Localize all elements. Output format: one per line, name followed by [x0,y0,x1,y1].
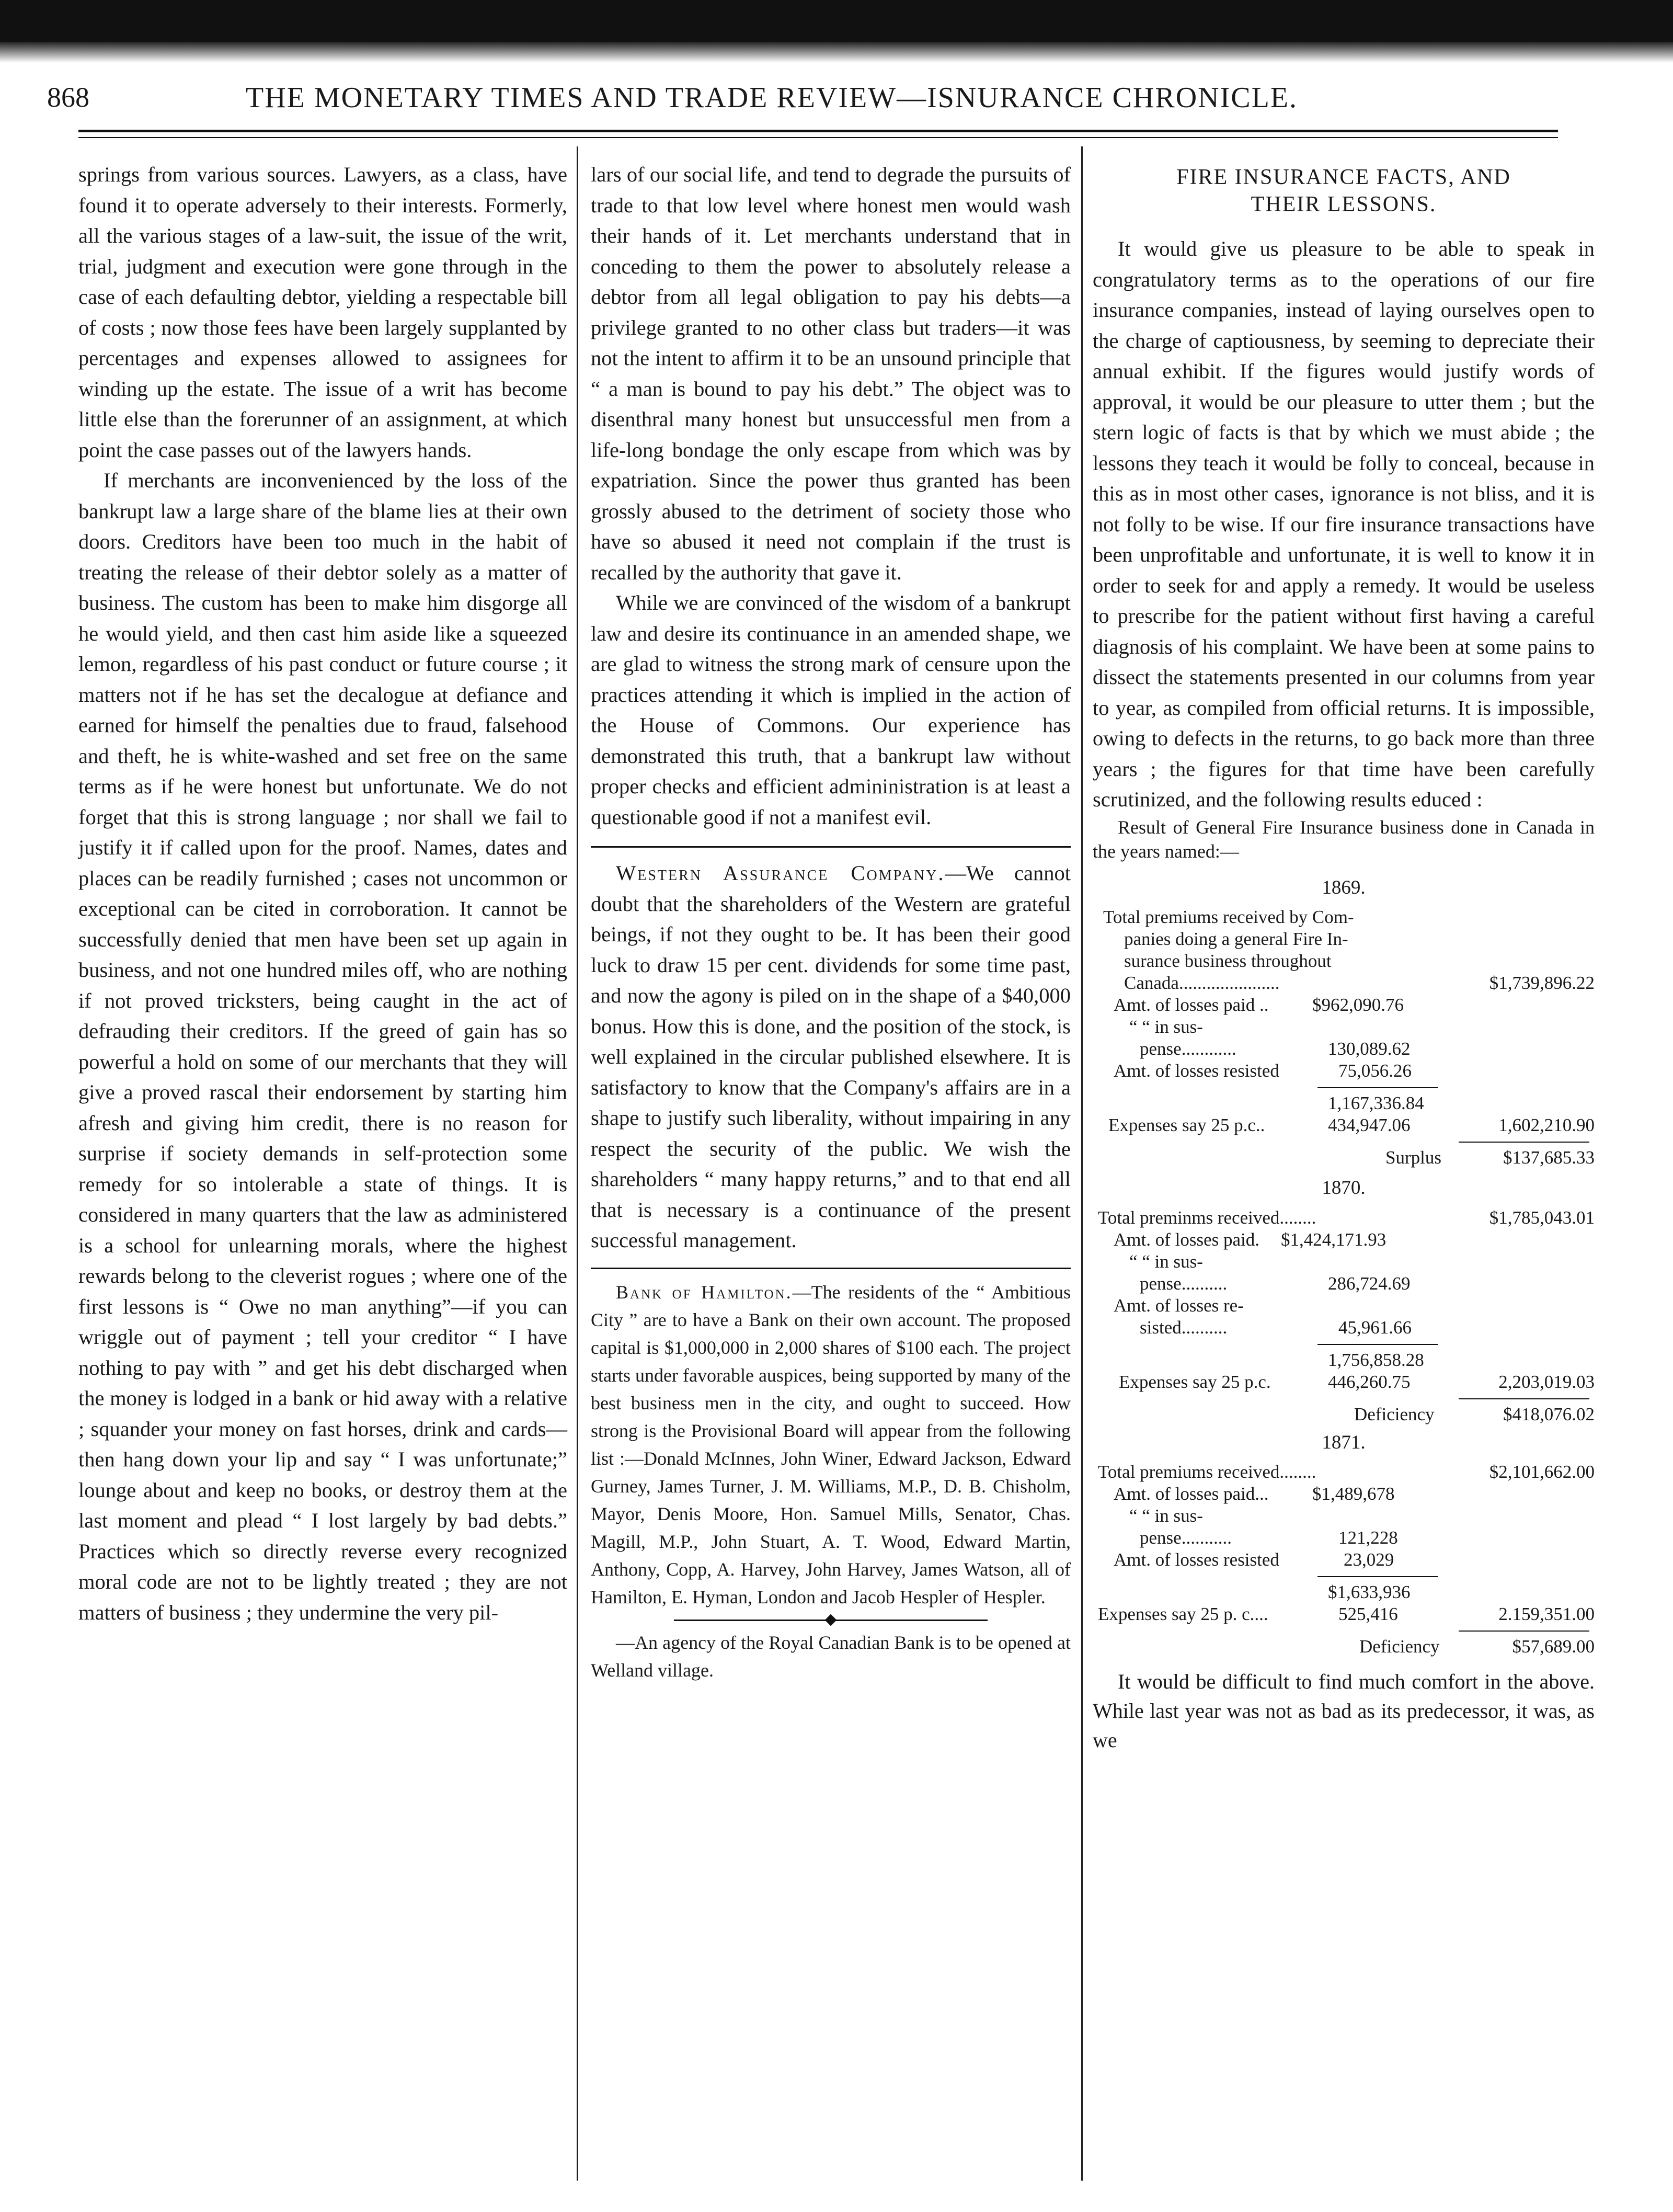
article-title-line1: FIRE INSURANCE FACTS, AND [1176,165,1511,189]
expenses-value: 446,260.75 [1328,1371,1411,1392]
premiums-label: Total preminms received........ [1098,1207,1316,1228]
western-assurance-article [591,858,1071,1256]
col1-paragraph: springs from various sources. Lawyers, as a class, have found it to operate adversely to their interests. Formerly, all the various stages of a law-suit, the issue of the writ, trial, judgment and execution were gone through in the case of each defaulting debtor, yielding a respectable bill of costs ; now those fees have been largely supplanted by percentages and expenses allowed to assignees for winding up the estate. The issue of a writ has become little else than the forerunner of an assignment, at which point the case passes out of the lawyers hands. [78,163,567,462]
col2-paragraph: lars of our social life, and tend to degrade the pursuits of trade to that low level where honest men would wash their hands of it. Let merchants understand that in conceding to them the power to absolutely release a debtor from all legal obligation to pay his debts—a privilege granted to no other class but traders—it was not the intent to affirm it to be an unsound principle that “ a man is bound to pay his debt.” The object was to disenthral many honest but unsuccessful men from a life-long bondage the only escape from which was by expatriation. Since the power thus granted has been grossly abused to the detriment of society those who have so abused it need not complain if the trust is recalled by the authority that gave it. [591,163,1071,584]
western-text: —We cannot doubt that the shareholders of the Western are grateful beings, if not they ought to be. It has been their good luck to draw 15 per cent. dividends for some time past, and now the agony is piled on in the shape of a $40,000 bonus. How this is done, and the position of the stock, is well explained in the circular published elsewhere. It is satisfactory to know that the Company's affairs are in a shape to justify such liberality, without impairing in any respect the security of the public. We wish the shareholders “ many happy returns,” and to that end all that is necessary is a continuance of the present successful management. [591,861,1071,1252]
scan-top-shadow [0,42,1673,63]
result-value: $418,076.02 [1503,1404,1595,1424]
losses-resisted-label: Amt. of losses resisted [1114,1061,1279,1081]
table-caption: Result of General Fire Insurance business done in Canada in the years named:— [1093,816,1595,862]
column-2 [591,159,1071,1684]
losses-resisted-label: Amt. of losses re- [1114,1295,1244,1316]
expenses-value: 434,947.06 [1328,1115,1411,1135]
losses-resisted-value: 45,961.66 [1338,1317,1412,1338]
ornamental-divider [674,1613,988,1627]
suspense-value: 121,228 [1338,1527,1398,1548]
losses-paid-value: $962,090.76 [1312,995,1404,1015]
bank-of-hamilton-article [591,1279,1071,1611]
losses-resisted-value: 23,029 [1344,1549,1394,1570]
running-title: THE MONETARY TIMES AND TRADE REVIEW—ISNURANCE CHRONICLE. [246,82,1298,114]
losses-paid-value: $1,489,678 [1312,1484,1395,1504]
closing-text [1093,1667,1595,1755]
premiums-label: surance business throughout [1124,951,1332,971]
suspense-label: “ “ in sus- [1129,1017,1203,1037]
losses-paid-label: Amt. of losses paid .. [1114,995,1269,1015]
losses-resisted-label: Amt. of losses resisted [1114,1549,1279,1570]
year-label: 1871. [1322,1431,1366,1453]
agency-note: —An agency of the Royal Canadian Bank is to be opened at Welland village. [591,1632,1071,1681]
suspense-label: pense............ [1140,1039,1236,1059]
outgoings-total: 2.159,351.00 [1498,1604,1595,1624]
premiums-value: $1,739,896.22 [1489,973,1595,993]
col2-paragraph: While we are convinced of the wisdom of a bankrupt law and desire its continuance in an amended shape, we are glad to witness the strong mark of censure upon the practices attending it which is implied in the action of the House of Commons. Our experience has demonstrated this truth, that a bankrupt law without proper checks and efficient admininistration is at least a questionable good if not a manifest evil. [591,591,1071,829]
western-heading: Western Assurance Company. [616,861,945,885]
result-value: $57,689.00 [1512,1636,1595,1657]
losses-paid-value: $1,424,171.93 [1281,1229,1386,1250]
column-1 [78,159,567,1628]
losses-paid-label: Amt. of losses paid... [1114,1484,1269,1504]
losses-resisted-value: 75,056.26 [1338,1061,1412,1081]
col1-paragraph: If merchants are inconvenienced by the loss of the bankrupt law a large share of the blame lies at their own doors. Creditors have been too much in the habit of treating the release of their debtor solely as a matter of business. The custom has been to make him disgorge all he would yield, and then cast him aside like a squeezed lemon, regardless of his past conduct or future course ; it matters not if he has set the decalogue at defiance and earned for himself the penalties due to fraud, falsehood and theft, he is white-washed and set free on the same terms as if he were honest but unfortunate. We do not forget that this is strong language ; nor shall we fail to justify it if called upon for the proof. Names, dates and places can be readily furnished ; cases not uncommon or exceptional can be cited in corroboration. It cannot be successfully denied that men have been set up again in business, and not one hundred miles off, who are nothing if not proved tricksters, being caught in the act of defrauding their creditors. If the greed of gain has so powerful a hold on some of our merchants that they will give a proved rascal their endorsement by starting him afresh and giving him credit, there is no reason for surprise if society demands in self-protection some remedy for so intolerable a state of things. It is considered in many quarters that the law as administered is a school for unlearning morals, where the highest rewards belong to the cleverist rogues ; where one of the first lessons is “ Owe no man anything”—if you can wriggle out of payment ; tell your creditor “ I have nothing to pay with ” and get his debt discharged when the money is lodged in a bank or hid away with a relative ; squander your money on fast horses, drink and cards—then hang down your lip and say “ I was unfortunate;” lounge about and keep no books, or destroy them at the last moment and plead “ I lost largely by bad debts.” Practices which so directly reverse every recognized moral code are not to be lightly treated ; they are not matters of business ; they undermine the very pil- [78,469,567,1624]
outgoings-total: 1,602,210.90 [1498,1115,1595,1135]
losses-subtotal: 1,167,336.84 [1328,1093,1424,1113]
expenses-label: Expenses say 25 p.c. [1119,1371,1271,1392]
expenses-value: 525,416 [1338,1604,1398,1624]
premiums-label: Total premiums received by Com- [1103,907,1354,927]
year-label: 1869. [1322,876,1366,898]
expenses-label: Expenses say 25 p.c.. [1108,1115,1265,1135]
losses-paid-label: Amt. of losses paid. [1114,1229,1260,1250]
premiums-label: panies doing a general Fire In- [1124,929,1348,949]
expenses-label: Expenses say 25 p. c.... [1098,1604,1268,1624]
losses-subtotal: $1,633,936 [1328,1582,1411,1602]
scan-top-border [0,0,1673,42]
article-title-line2: THEIR LESSONS. [1251,192,1437,216]
closing-paragraph: It would be difficult to find much comfort in the above. While last year was not as bad as its predecessor, it was, as we [1093,1670,1595,1752]
result-value: $137,685.33 [1503,1147,1595,1168]
premiums-label: Total premiums received........ [1098,1462,1316,1482]
results-1869 [1093,873,1595,1169]
year-label: 1870. [1322,1177,1366,1199]
column-3 [1093,159,1595,1755]
suspense-value: 286,724.69 [1328,1273,1411,1294]
suspense-label: “ “ in sus- [1129,1251,1203,1272]
page-header [47,81,1563,123]
premiums-value: $1,785,043.01 [1489,1207,1595,1228]
page-number: 868 [47,82,89,113]
premiums-value: $2,101,662.00 [1489,1462,1595,1482]
article-title [1093,164,1595,218]
losses-subtotal: 1,756,858.28 [1328,1349,1424,1370]
header-rule-thick [78,130,1558,132]
suspense-label: “ “ in sus- [1129,1506,1203,1526]
suspense-label: pense.......... [1140,1273,1228,1294]
suspense-value: 130,089.62 [1328,1039,1411,1059]
section-rule [591,846,1071,848]
premiums-label: Canada...................... [1124,973,1280,993]
fire-insurance-intro: It would give us pleasure to be able to speak in congratulatory terms as to the operations of our fire insurance companies, instead of laying ourselves open to the charge of captiousness, by seeming to depreciate their annual exhibit. If the figures would justify words of approval, it would be our pleasure to utter them ; but the stern logic of facts is that by which we must abide ; the lessons they teach it would be folly to conceal, because in this as in most other cases, ignorance is not bliss, and it is not folly to be wise. If our fire insurance transactions have been unprofitable and unfortunate, it is well to know it in order to seek for and apply a remedy. It would be useless to prescribe for the patient without first having a careful diagnosis of his complaint. We have been at some pains to dissect the statements presented in our columns from year to year, as compiled from official returns. It is impossible, owing to defects in the returns, to go back more than three years ; the figures for that time have been carefully scrutinized, and the following results educed : [1093,237,1595,811]
section-rule [591,1268,1071,1269]
result-label: Deficiency [1354,1404,1435,1424]
results-1870 [1093,1173,1595,1426]
hamilton-heading: Bank of Hamilton. [616,1281,793,1303]
column-rule-1 [577,146,578,2181]
header-rule-thin [78,137,1558,138]
outgoings-total: 2,203,019.03 [1498,1371,1595,1392]
results-1871 [1093,1428,1595,1658]
suspense-label: pense........... [1140,1527,1232,1548]
losses-resisted-label: sisted.......... [1140,1317,1228,1338]
result-label: Surplus [1385,1147,1441,1168]
result-label: Deficiency [1359,1636,1440,1657]
hamilton-text: —The residents of the “ Ambitious City ” are to have a Bank on their own account. The proposed capital is $1,000,000 in 2,000 shares of $100 each. The project starts under favorable auspices, being supported by many of the best business men in the city, and ought to succeed. How strong is the Provisional Board will appear from the following list :—Donald McInnes, John Winer, Edward Jackson, Edward Gurney, James Turner, J. M. Williams, M.P., D. B. Chisholm, Mayor, Denis Moore, Hon. Samuel Mills, Senator, Chas. Magill, M.P., John Stuart, A. T. Wood, Edward Martin, Anthony, Copp, A. Harvey, John Harvey, James Watson, all of Hamilton, E. Hyman, London and Jacob Hespler of Hespler. [591,1281,1071,1607]
column-rule-2 [1081,146,1083,2181]
